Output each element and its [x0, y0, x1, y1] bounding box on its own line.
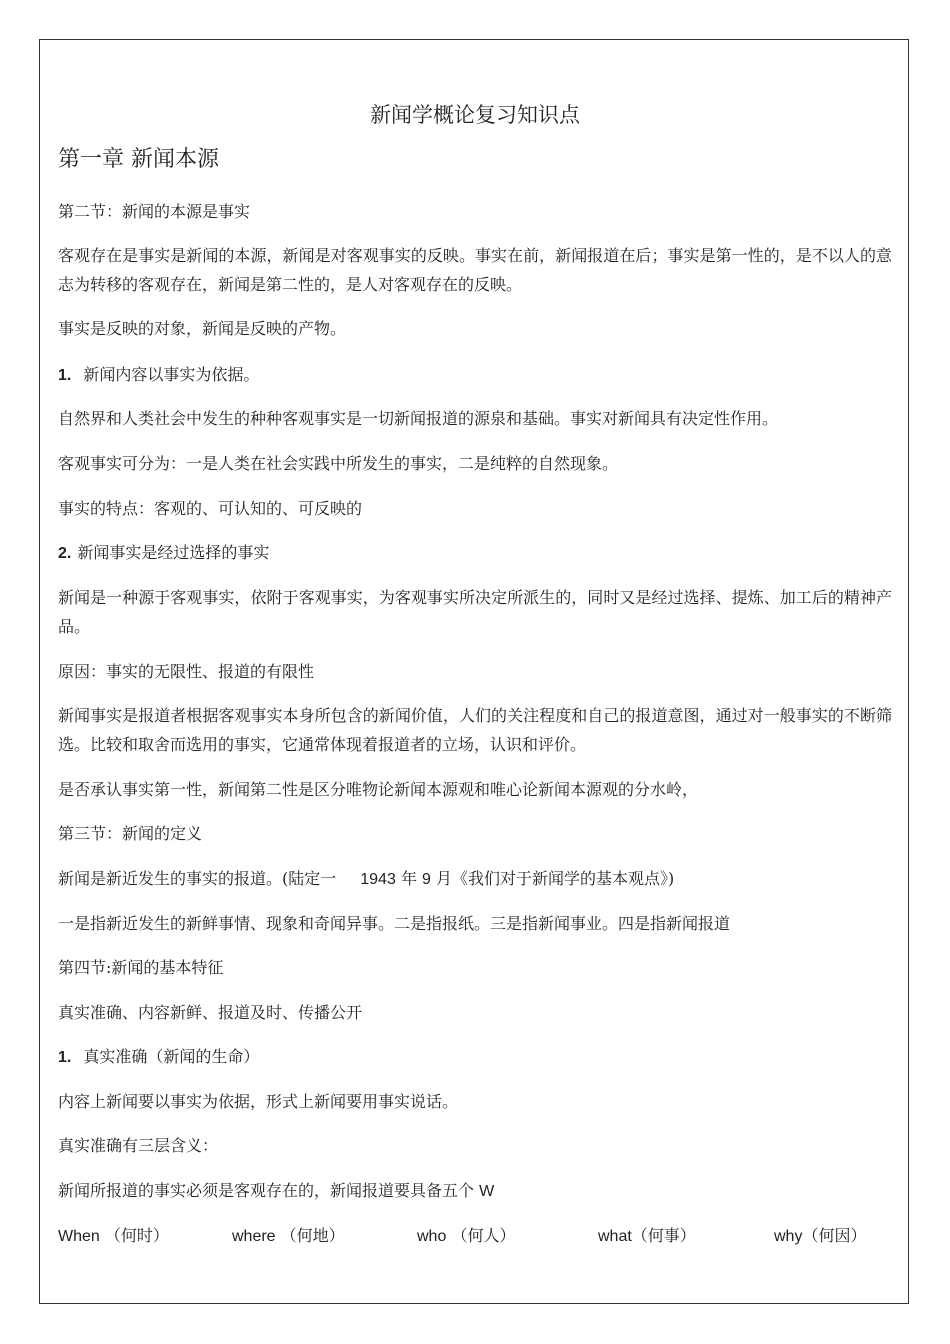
five-w-who	[417, 1224, 515, 1249]
five-w-what	[598, 1224, 696, 1249]
numbered-item	[58, 360, 892, 390]
document-title: 新闻学概论复习知识点	[370, 103, 580, 127]
w-en: what	[598, 1228, 632, 1245]
text: 月《我们对于新闻学的基本观点》)	[436, 869, 675, 888]
item-text: 真实准确（新闻的生命）	[83, 1047, 260, 1066]
chapter-heading: 第一章 新闻本源	[58, 147, 219, 172]
w-zh: （何人）	[451, 1226, 516, 1245]
w-zh: （何因）	[802, 1226, 867, 1245]
paragraph: 事实是反映的对象，新闻是反映的产物。	[58, 319, 347, 338]
paragraph	[58, 1176, 892, 1206]
five-w-when	[58, 1224, 169, 1249]
w-letter: W	[479, 1183, 495, 1200]
paragraph: 客观事实可分为：一是人类在社会实践中所发生的事实，二是纯粹的自然现象。	[58, 454, 619, 473]
item-text: 新闻事实是经过选择的事实	[77, 543, 270, 562]
year: 1943	[360, 871, 396, 888]
month: 9	[422, 871, 431, 888]
item-number: 1.	[58, 1049, 72, 1066]
item-text: 新闻内容以事实为依据。	[83, 365, 260, 384]
w-zh: （何地）	[280, 1226, 345, 1245]
paragraph	[58, 864, 892, 894]
section-heading: 第四节:新闻的基本特征	[58, 958, 224, 977]
w-en: why	[774, 1228, 803, 1245]
w-en: When	[58, 1228, 100, 1245]
w-zh: （何时）	[104, 1226, 169, 1245]
text: 新闻是新近发生的事实的报道。(陆定一	[58, 869, 337, 888]
text: 年	[400, 869, 417, 888]
five-w-why	[774, 1224, 866, 1249]
paragraph: 真实准确、内容新鲜、报道及时、传播公开	[58, 1003, 363, 1022]
five-w-where	[232, 1224, 345, 1249]
paragraph: 自然界和人类社会中发生的种种客观事实是一切新闻报道的源泉和基础。事实对新闻具有决定性作用。	[58, 409, 779, 428]
text: 新闻所报道的事实必须是客观存在的，新闻报道要具备五个	[58, 1181, 475, 1200]
paragraph: 真实准确有三层含义：	[58, 1136, 219, 1155]
w-en: where	[232, 1228, 276, 1245]
w-zh: （何事）	[631, 1226, 696, 1245]
section-heading: 第三节：新闻的定义	[58, 824, 203, 843]
section-heading: 第二节：新闻的本源是事实	[58, 202, 251, 221]
item-number: 1.	[58, 367, 72, 384]
paragraph: 新闻事实是报道者根据客观事实本身所包含的新闻价值，人们的关注程度和自己的报道意图，通过对一般事实的不断筛选。比较和取舍而选用的事实，它通常体现着报道者的立场，认识和评价。	[58, 706, 892, 754]
paragraph: 是否承认事实第一性，新闻第二性是区分唯物论新闻本源观和唯心论新闻本源观的分水岭，	[58, 780, 699, 799]
item-number: 2.	[58, 545, 72, 562]
numbered-item	[58, 538, 892, 568]
paragraph: 事实的特点：客观的、可认知的、可反映的	[58, 499, 363, 518]
paragraph: 内容上新闻要以事实为依据，形式上新闻要用事实说话。	[58, 1092, 459, 1111]
paragraph: 客观存在是事实是新闻的本源，新闻是对客观事实的反映。事实在前，新闻报道在后；事实是第一性的，是不以人的意志为转移的客观存在，新闻是第二性的，是人对客观存在的反映。	[58, 246, 892, 294]
paragraph: 原因：事实的无限性、报道的有限性	[58, 662, 315, 681]
paragraph: 一是指新近发生的新鲜事情、现象和奇闻异事。二是指报纸。三是指新闻事业。四是指新闻报道	[58, 914, 731, 933]
numbered-item	[58, 1042, 892, 1072]
w-en: who	[417, 1228, 447, 1245]
paragraph: 新闻是一种源于客观事实，依附于客观事实，为客观事实所决定所派生的，同时又是经过选择、提炼、加工后的精神产品。	[58, 588, 892, 636]
